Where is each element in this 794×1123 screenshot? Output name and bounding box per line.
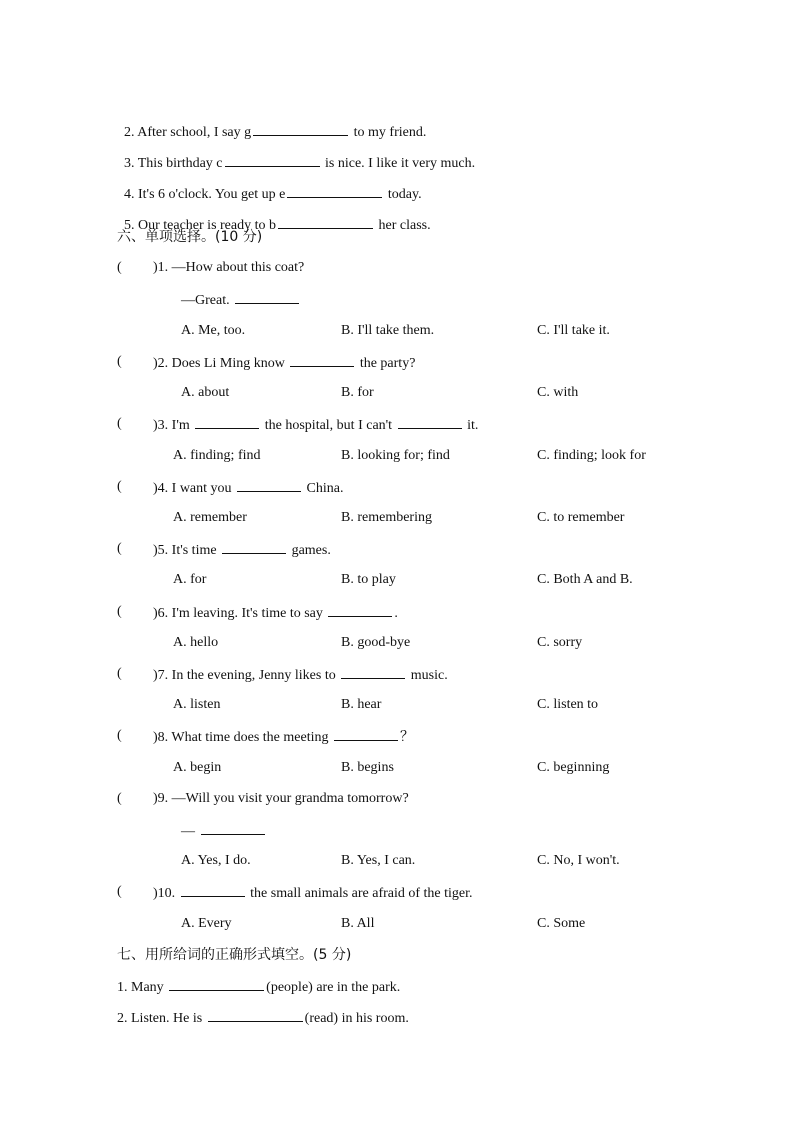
option-a[interactable]: A. listen — [173, 697, 221, 712]
question-text: the small animals are afraid of the tiger. — [246, 886, 473, 901]
hint-letter: e — [279, 187, 286, 202]
option-b[interactable]: B. remembering — [341, 510, 432, 525]
hint-letter: g — [244, 125, 252, 140]
question-3 — [153, 415, 478, 435]
question-8 — [153, 727, 414, 747]
question-text: games. — [288, 543, 331, 558]
option-c[interactable]: C. finding; look for — [537, 448, 646, 463]
answer-blank[interactable] — [235, 290, 299, 304]
question-text: 1. Many — [117, 980, 168, 995]
answer-blank[interactable] — [287, 184, 382, 198]
option-b[interactable]: B. begins — [341, 760, 394, 775]
option-a[interactable]: A. hello — [173, 635, 219, 650]
question-text: )3. I'm — [153, 418, 194, 433]
question-4 — [153, 478, 344, 498]
answer-paren[interactable]: ( — [117, 728, 122, 743]
answer-paren[interactable]: ( — [117, 479, 122, 494]
question-text: today. — [384, 187, 422, 202]
answer-blank[interactable] — [181, 883, 245, 897]
answer-paren[interactable]: ( — [117, 541, 122, 556]
answer-blank[interactable] — [169, 977, 264, 991]
question-text: )8. What time does the meeting — [153, 730, 332, 745]
option-a[interactable]: A. about — [181, 385, 230, 400]
hint-letter: b — [269, 218, 276, 233]
option-c[interactable]: C. sorry — [537, 635, 583, 650]
option-a[interactable]: A. finding; find — [173, 448, 261, 463]
question-text: China. — [303, 481, 344, 496]
question-6 — [153, 603, 398, 623]
option-c[interactable]: C. I'll take it. — [537, 323, 610, 338]
question-7 — [153, 665, 448, 685]
answer-blank[interactable] — [225, 153, 320, 167]
answer-blank[interactable] — [398, 415, 462, 429]
option-b[interactable]: B. hear — [341, 697, 382, 712]
option-c[interactable]: C. listen to — [537, 697, 599, 712]
answer-paren[interactable]: ( — [117, 260, 122, 275]
question-text: ？ — [399, 730, 414, 745]
section-7-question-1 — [117, 977, 400, 997]
option-b[interactable]: B. I'll take them. — [341, 323, 435, 338]
question-text: 2. After school, I say — [124, 125, 245, 140]
reply-text: —Great. — [181, 293, 230, 308]
question-text: )6. I'm leaving. It's time to say — [153, 606, 327, 621]
option-a[interactable]: A. for — [173, 572, 207, 587]
answer-paren[interactable]: ( — [117, 354, 122, 369]
option-b[interactable]: B. to play — [341, 572, 396, 587]
question-text: )2. Does Li Ming know — [153, 356, 289, 371]
answer-blank[interactable] — [290, 353, 354, 367]
answer-paren[interactable]: ( — [117, 666, 122, 681]
option-b[interactable]: B. All — [341, 916, 375, 931]
question-text: 2. Listen. He is — [117, 1011, 206, 1026]
question-2 — [153, 353, 415, 373]
answer-blank[interactable] — [208, 1008, 303, 1022]
question-1-reply — [181, 290, 301, 310]
question-text: )4. I want you — [153, 481, 236, 496]
answer-blank[interactable] — [237, 478, 301, 492]
answer-blank[interactable] — [195, 415, 259, 429]
section-7-question-2 — [117, 1008, 409, 1028]
question-text: to my friend. — [350, 125, 427, 140]
question-text: )7. In the evening, Jenny likes to — [153, 668, 340, 683]
option-b[interactable]: B. good-bye — [341, 635, 411, 650]
question-text: her class. — [375, 218, 431, 233]
answer-blank[interactable] — [328, 603, 392, 617]
question-text: 5. Our teacher is ready to — [124, 218, 269, 233]
question-text: )5. It's time — [153, 543, 221, 558]
answer-blank[interactable] — [201, 821, 265, 835]
answer-paren[interactable]: ( — [117, 791, 122, 806]
option-a[interactable]: A. remember — [173, 510, 247, 525]
question-text: . — [394, 606, 398, 621]
question-text: the party? — [356, 356, 416, 371]
question-text: (read) in his room. — [304, 1011, 409, 1026]
option-c[interactable]: C. Some — [537, 916, 586, 931]
answer-paren[interactable]: ( — [117, 416, 122, 431]
answer-paren[interactable]: ( — [117, 884, 122, 899]
question-text: the hospital, but I can't — [261, 418, 396, 433]
question-5 — [153, 540, 331, 560]
question-text: 4. It's 6 o'clock. You get up — [124, 187, 280, 202]
question-9-reply — [181, 821, 267, 841]
answer-blank[interactable] — [341, 665, 405, 679]
hint-letter: c — [216, 156, 223, 171]
option-c[interactable]: C. No, I won't. — [537, 853, 620, 868]
question-9: )9. —Will you visit your grandma tomorrow? — [153, 791, 409, 806]
answer-blank[interactable] — [334, 727, 398, 741]
answer-paren[interactable]: ( — [117, 604, 122, 619]
option-a[interactable]: A. Every — [181, 916, 232, 931]
answer-blank[interactable] — [222, 540, 286, 554]
question-1: )1. —How about this coat? — [153, 260, 305, 275]
option-a[interactable]: A. begin — [173, 760, 222, 775]
option-b[interactable]: B. looking for; find — [341, 448, 450, 463]
option-c[interactable]: C. Both A and B. — [537, 572, 633, 587]
answer-blank[interactable] — [253, 122, 348, 136]
option-b[interactable]: B. for — [341, 385, 374, 400]
question-text: (people) are in the park. — [266, 980, 401, 995]
option-c[interactable]: C. beginning — [537, 760, 610, 775]
option-a[interactable]: A. Yes, I do. — [181, 853, 251, 868]
section-6-title: 六、单项选择。(10 分) — [117, 229, 263, 245]
question-text: it. — [463, 418, 479, 433]
question-text: 3. This birthday — [124, 156, 217, 171]
section-7-title: 七、用所给词的正确形式填空。(5 分) — [117, 947, 352, 963]
answer-blank[interactable] — [278, 215, 373, 229]
option-c[interactable]: C. with — [537, 385, 579, 400]
reply-text: — — [181, 824, 195, 839]
option-b[interactable]: B. Yes, I can. — [341, 853, 416, 868]
question-10 — [153, 883, 473, 903]
question-text: is nice. I like it very much. — [321, 156, 476, 171]
question-text: music. — [407, 668, 448, 683]
option-c[interactable]: C. to remember — [537, 510, 625, 525]
question-text: )10. — [153, 886, 179, 901]
option-a[interactable]: A. Me, too. — [181, 323, 246, 338]
